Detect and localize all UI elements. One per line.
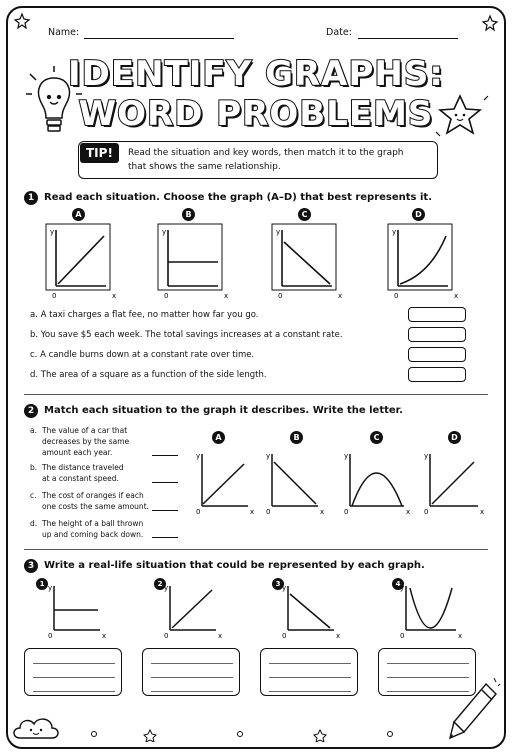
s3-2-x-label: x [218,632,223,640]
s1-answer-d[interactable] [408,367,466,382]
s2-sit-a-line3: amount each year. [42,448,113,457]
s1-graph-letter-b: B [182,208,195,221]
tip-line-1: Read the situation and key words, then match it to the graph [128,148,404,158]
s3-3-line [290,594,330,628]
s3-writing-box-2[interactable] [142,648,240,696]
s1-a-origin: 0 [52,292,57,300]
s1-item-d: d. The area of a square as a function of the side length. [30,370,267,380]
s2-a-y-label: y [196,452,201,460]
s1-d-y-label: y [392,228,397,236]
s2-situation-a [30,425,130,457]
date-label: Date: [326,27,352,38]
s2-b-x-label: x [320,508,325,516]
s2-answer-d[interactable] [152,537,178,538]
s3-2-y-label: y [164,584,169,592]
s2-sit-c-line2: one costs the same amount. [42,502,150,511]
section-2-title: Match each situation to the graph it describes. Write the letter. [44,405,403,416]
section-2-graphs [0,448,512,518]
name-field[interactable] [84,38,234,39]
s2-sit-c-label: c. [30,491,37,500]
cloud-icon [10,708,66,744]
divider [24,394,488,395]
s2-c-curve [352,473,402,506]
s3-2-line [172,590,212,628]
s2-c-origin: 0 [344,508,349,516]
section-3-title: Write a real-life situation that could be represented by each graph. [44,560,425,571]
s2-sit-a-line2: decreases by the same [42,437,130,446]
s2-sit-d-label: d. [30,519,38,528]
s2-a-origin: 0 [196,508,201,516]
s2-a-line [203,464,244,504]
tip-badge: TIP! [80,143,119,163]
s2-b-line [274,462,316,504]
section-3-graphs [0,580,512,642]
s3-graph-number-4: 4 [392,578,404,590]
s3-4-origin: 0 [400,632,405,640]
s1-answer-c[interactable] [408,347,466,362]
s2-situation-d [30,518,144,539]
s2-sit-b-line1: The distance traveled [42,463,124,472]
s3-1-x-label: x [102,632,107,640]
tip-line-2: that shows the same relationship. [128,162,281,172]
section-1-title: Read each situation. Choose the graph (A–D) that best represents it. [44,192,432,203]
s1-graph-letter-c: C [298,208,311,221]
s1-item-a: a. A taxi charges a flat fee, no matter how far you go. [30,310,259,320]
name-label: Name: [48,27,80,38]
s3-4-curve [410,588,452,628]
s2-sit-c-line1: The cost of oranges if each [42,491,144,500]
section-2-number: 2 [24,404,38,418]
page-title-line1: IDENTIFY GRAPHS: [68,54,444,94]
divider [24,549,488,550]
s1-b-y-label: y [162,228,167,236]
s3-graph-number-1: 1 [36,578,48,590]
s1-b-origin: 0 [164,292,169,300]
s3-writing-box-1[interactable] [24,648,122,696]
s2-sit-d-line2: up and coming back down. [42,530,144,539]
s1-answer-b[interactable] [408,327,466,342]
section-1-number: 1 [24,191,38,205]
s2-d-origin: 0 [424,508,429,516]
s1-c-origin: 0 [278,292,283,300]
s1-c-line [284,242,330,284]
s2-sit-b-label: b. [30,463,38,472]
s1-d-curve [400,236,446,284]
star-doodle-icon [8,8,38,38]
s1-d-x-label: x [454,292,459,300]
pencil-icon [446,676,502,746]
s2-d-x-label: x [480,508,485,516]
s3-4-x-label: x [458,632,463,640]
s2-sit-d-line1: The height of a ball thrown [42,519,144,528]
s2-graph-letter-c: C [370,431,383,444]
s2-d-line [432,462,474,504]
s2-sit-a-label: a. [30,426,37,435]
s1-item-b: b. You save $5 each week. The total savings increases at a constant rate. [30,330,343,340]
s2-c-y-label: y [344,452,349,460]
s3-3-y-label: y [282,584,287,592]
s2-sit-b-line2: at a constant speed. [42,474,119,483]
s3-3-origin: 0 [282,632,287,640]
s1-c-y-label: y [276,228,281,236]
star-doodle-icon [478,12,504,38]
s1-b-x-label: x [224,292,229,300]
s2-b-y-label: y [266,452,271,460]
tip-text [128,146,428,174]
section-1-graphs [0,222,512,304]
page-title-line2: WORD PROBLEMS [78,94,434,134]
s1-a-y-label: y [50,228,55,236]
s2-graph-letter-b: B [290,431,303,444]
s3-writing-box-3[interactable] [260,648,358,696]
s3-1-origin: 0 [48,632,53,640]
s3-graph-number-2: 2 [154,578,166,590]
s2-a-x-label: x [250,508,255,516]
s3-4-y-label: y [400,584,405,592]
s2-c-x-label: x [406,508,411,516]
s1-item-c: c. A candle burns down at a constant rate over time. [30,350,255,360]
s2-b-origin: 0 [266,508,271,516]
s3-graph-number-3: 3 [272,578,284,590]
s1-c-x-label: x [338,292,343,300]
s3-2-origin: 0 [164,632,169,640]
s1-graph-letter-d: D [412,208,425,221]
s2-graph-letter-a: A [212,431,225,444]
s2-graph-letter-d: D [448,431,461,444]
date-field[interactable] [358,38,458,39]
s1-answer-a[interactable] [408,307,466,322]
s1-graph-letter-a: A [72,208,85,221]
s3-1-y-label: y [48,584,53,592]
s1-a-line [58,236,104,284]
s1-a-x-label: x [112,292,117,300]
decorative-dots [90,728,430,742]
s3-3-x-label: x [336,632,341,640]
s2-sit-a-line1: The value of a car that [42,426,128,435]
s2-d-y-label: y [424,452,429,460]
section-3-number: 3 [24,559,38,573]
s1-d-origin: 0 [394,292,399,300]
